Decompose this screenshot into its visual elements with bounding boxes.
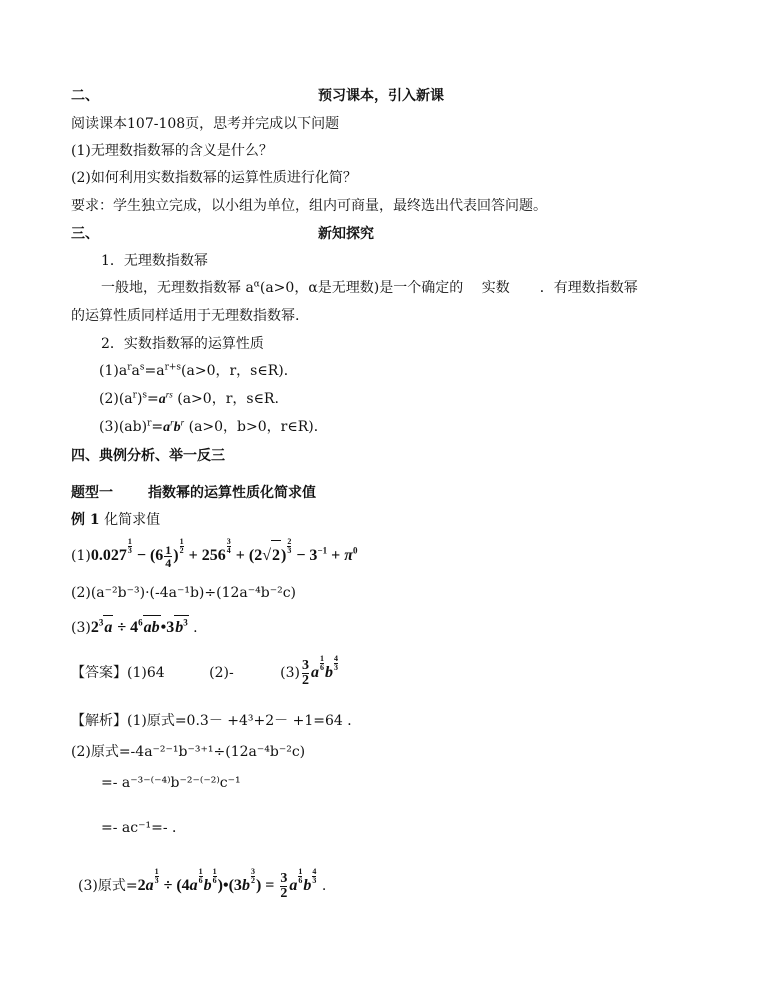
answer-label: 【答案】 [71,665,127,681]
rule-2: $(2)(a^r)^s=a^{rs}$ (a>0，r，s∈R. [99,389,279,407]
example-1-q1: (1)0.027 $\frac{1}{3}$ − (6 $\frac{1}{4}$ ) $\frac{1}{2}$ + 256 $\frac{3}{4}$ + (2√2) $\frac{2}{3}$ − $3^{-1} + \pi^0$ [71,537,358,570]
type-1-title: 指数幂的运算性质化简求值 [148,485,316,501]
preview-intro: 阅读课本107-108页，思考并完成以下问题 [71,116,340,132]
section-2-number: 二、 [71,88,99,104]
knowledge-heading-2: 2．实数指数幂的运算性质 [101,336,264,352]
section-3-number: 三、 [71,226,99,242]
example-1-q2: (2)(a⁻²b⁻³)·(-4a⁻¹b)÷(12a⁻⁴b⁻²c) [71,585,297,601]
type-1-label: 题型一 [71,485,113,501]
blank-answer: 实数 [481,280,510,296]
rule-3: $(3)(ab)^r=a^rb^r$ (a>0，b>0，r∈R)． [99,417,328,435]
analysis-line-5: (3)原式=2a $\frac{1}{3}$ ÷ (4a $\frac{1}{6}$ b $\frac{1}{6}$ )•(3b $\frac{3}{2}$ ) = $\frac{3}{2}$ a $\frac{1}{6}$ b $\frac{4}{3}$ . [78,867,327,901]
preview-question-1: (1)无理数指数幂的含义是什么？ [71,143,273,159]
analysis-line-1: 【解析】(1)原式=0.3－ +4³+2－ +1=64 ． [71,713,362,729]
example-1-q3: $(3)2^3a$ ÷ $4^6ab•3b^3$ . [71,615,198,639]
section-2-title: 预习课本，引入新课 [318,88,444,104]
rule-1: $(1)a^ra^s=a^{r+s}(a>0$，r，s∈R)． [99,362,298,379]
analysis-line-4: =- ac⁻¹=- ． [101,820,187,836]
analysis-label: 【解析】 [71,713,127,729]
knowledge-heading-1: 1．无理数指数幂 [101,253,208,269]
analysis-line-2: (2)原式=-4a⁻²⁻¹b⁻³⁺¹÷(12a⁻⁴b⁻²c) [71,744,306,760]
answer-line: 【答案】(1)64 (2)- (3) $\frac{3}{2}$ a $\frac{1}{6}$ b $\frac{4}{3}$ [71,654,338,688]
knowledge-paragraph-1: 一般地，无理数指数幂 $a^\alpha(a>0$，α是无理数)是一个确定的 实数 ．有理数指数幂 [101,279,638,296]
knowledge-paragraph-1-cont: 的运算性质同样适用于无理数指数幂. [71,308,300,324]
example-1-heading: 例 1 化简求值 [71,512,161,528]
section-4-title: 四、典例分析、举一反三 [71,448,225,464]
analysis-line-3: =- a⁻³⁻⁽⁻⁴⁾b⁻²⁻⁽⁻²⁾c⁻¹ [101,775,241,791]
preview-requirement: 要求：学生独立完成，以小组为单位，组内可商量，最终选出代表回答问题。 [71,198,547,214]
section-3-title: 新知探究 [318,226,374,242]
preview-question-2: (2)如何利用实数指数幂的运算性质进行化简？ [71,170,357,186]
